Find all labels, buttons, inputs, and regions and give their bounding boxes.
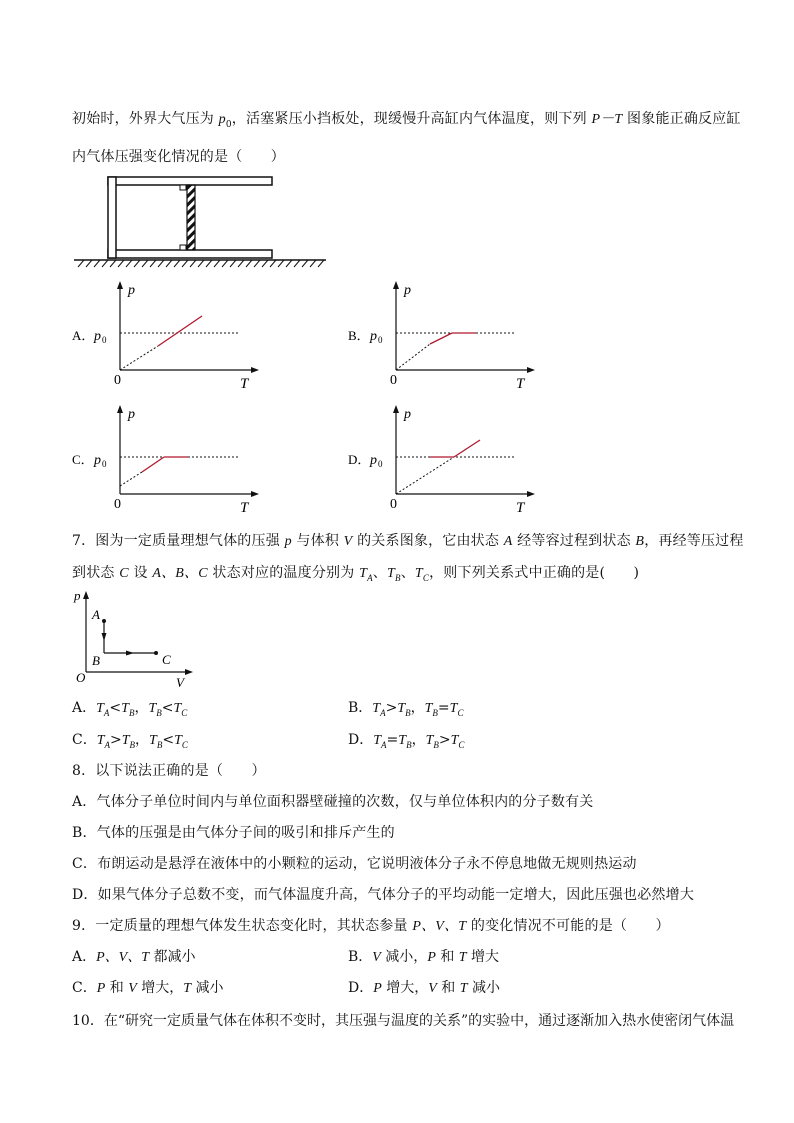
q10-line1: 10．在“研究一定质量气体在体积不变时，其压强与温度的关系”的实验中，通过逐渐加入热水使密闭气体温	[72, 1013, 735, 1029]
graph-b-t-axis: T	[516, 376, 525, 390]
graph-c	[70, 402, 270, 514]
q9-option-d-v3: T	[459, 981, 468, 996]
pv-origin: O	[76, 670, 86, 685]
pv-graph	[72, 586, 202, 690]
graph-a-curve	[158, 316, 202, 346]
q9-option-a-letter: A．	[72, 949, 97, 965]
q8-stem: 8．以下说法正确的是（ ）	[72, 763, 266, 779]
q7-option-a[interactable]: A．$T_A<T_B$，$T_B<T_C$	[72, 700, 188, 718]
q9-option-a[interactable]	[72, 946, 195, 966]
q6-text-b: ，活塞紧压小挡板处，现缓慢升高缸内气体温度，则下列	[231, 111, 592, 127]
q7-option-a-letter: A．	[72, 700, 97, 716]
graph-a	[70, 278, 270, 390]
graph-d-letter: D．	[348, 452, 371, 467]
q9-option-d-v2: V	[428, 981, 437, 996]
q7-text-b: 与体积	[291, 533, 344, 549]
q6-text-c: 图象能正确反应缸	[622, 111, 741, 127]
graph-a-t-axis: T	[240, 376, 249, 390]
q9-stem-a: 9．一定质量的理想气体发生状态变化时，其状态参量	[72, 918, 413, 934]
q9-option-b-t3: 增大	[466, 949, 500, 965]
q9-option-d-letter: D．	[348, 980, 374, 996]
q7-option-c-rel2: <	[162, 732, 175, 748]
p0-subscript: 0	[225, 119, 232, 130]
q7-p-symbol: p	[284, 534, 292, 549]
graph-b	[346, 278, 546, 390]
q7-text-c: 的关系图象，它由状态	[352, 533, 504, 549]
graph-c-curve-rise	[142, 457, 164, 472]
q7-v-symbol: V	[343, 534, 353, 549]
q7-l2-text-c: 状态对应的温度分别为	[207, 565, 360, 581]
q7-a-symbol: A	[503, 534, 513, 549]
pv-label-a: A	[92, 607, 100, 622]
q7-text-d: 经等容过程到状态	[512, 533, 636, 549]
graph-a-letter: A．	[72, 328, 95, 343]
p0-symbol: p	[218, 112, 226, 127]
q9-option-c-t1: 和	[105, 980, 129, 996]
q6-line1	[72, 108, 741, 130]
graph-c-t-axis: T	[240, 500, 249, 514]
q9-option-b-v2: P	[427, 950, 436, 965]
q9-stem-vars: P、V、T	[412, 919, 467, 934]
graph-d-p0-sub: 0	[378, 459, 383, 469]
q9-option-c-t3: 减小	[191, 980, 224, 996]
graph-c-origin: 0	[114, 497, 121, 512]
graph-a-p0-sub: 0	[102, 335, 107, 345]
graph-b-curve-rise	[430, 333, 452, 344]
graph-a-origin: 0	[114, 373, 121, 388]
graph-c-p-axis: p	[128, 407, 135, 422]
graph-a-p-axis: p	[128, 283, 135, 298]
q9-stem-b: 的变化情况不可能的是（ ）	[466, 918, 670, 934]
q9-option-b-letter: B．	[348, 949, 373, 965]
q7-b-symbol: B	[635, 534, 645, 549]
q9-option-c-v2: V	[128, 981, 137, 996]
graph-b-origin: 0	[390, 373, 397, 388]
graph-d-curve-rise	[454, 440, 480, 457]
graph-b-p0: p	[370, 329, 377, 344]
q7-abc-symbols: A、B、C	[152, 566, 208, 581]
q7-ta: $T_A$	[359, 566, 373, 583]
q9-option-b-t2: 和	[435, 949, 459, 965]
q7-l2-text-a: 到状态	[72, 565, 120, 581]
q9-option-b-v3: T	[458, 950, 467, 965]
q7-line1	[72, 530, 744, 550]
q9-option-c-t2: 增大，	[136, 980, 184, 996]
q7-option-d[interactable]: D．$T_A=T_B$，$T_B>T_C$	[348, 732, 465, 750]
q9-option-a-text: 都减小	[149, 949, 196, 965]
q8-option-c[interactable]: C．布朗运动是悬浮在液体中的小颗粒的运动，它说明液体分子永不停息地做无规则热运动	[72, 856, 637, 872]
q8-option-a[interactable]: A．气体分子单位时间内与单位面积器壁碰撞的次数，仅与单位体积内的分子数有关	[72, 794, 594, 810]
q9-option-c-v1: P	[96, 981, 106, 996]
q9-option-d-t3: 减小	[467, 980, 500, 996]
q9-option-c[interactable]	[72, 977, 223, 997]
graph-c-p0-sub: 0	[102, 459, 107, 469]
q7-option-b-letter: B．	[348, 700, 373, 716]
graph-d-origin: 0	[390, 497, 397, 512]
q7-option-d-rel1: =	[386, 732, 399, 748]
q7-option-c-letter: C．	[72, 732, 97, 748]
graph-d	[346, 402, 546, 514]
graph-d-p-axis: p	[404, 407, 411, 422]
q9-option-d[interactable]	[348, 977, 500, 997]
pt-symbol: P－T	[591, 112, 623, 127]
graph-d-t-axis: T	[516, 500, 525, 514]
q9-option-d-t1: 增大，	[381, 980, 429, 996]
q9-option-c-v3: T	[183, 981, 191, 996]
q7-line2: 到状态 C 设 A、B、C 状态对应的温度分别为 $T_A$、$T_B$、$T_C$，则下列关系式中正确的是( )	[72, 565, 640, 583]
pv-v-axis: V	[176, 675, 184, 690]
q6-text-a: 初始时，外界大气压为	[72, 111, 219, 127]
q9-option-b[interactable]	[348, 946, 499, 966]
q7-l2-text-b: 设	[128, 565, 153, 581]
q7-text-a: 7．图为一定质量理想气体的压强	[72, 533, 285, 549]
q7-l2-text-d: ，则下列关系式中正确的是( )	[429, 565, 640, 581]
q9-option-d-v1: P	[373, 981, 382, 996]
q7-option-d-rel2: >	[438, 732, 451, 748]
q9-stem	[72, 915, 670, 935]
q7-c-symbol: C	[119, 566, 129, 581]
q7-text-e: ，再经等压过程	[644, 533, 744, 549]
q9-option-b-v1: V	[372, 950, 381, 965]
graph-d-p0: p	[370, 453, 377, 468]
q6-line2: 内气体压强变化情况的是（ ）	[72, 149, 285, 165]
q7-option-b-rel2: =	[437, 700, 450, 716]
q7-option-c-rel1: >	[110, 732, 122, 748]
q7-option-b[interactable]: B．$T_A>T_B$，$T_B=T_C$	[348, 700, 464, 718]
graph-b-p-axis: p	[404, 283, 411, 298]
cylinder-figure	[74, 172, 334, 272]
q7-option-a-rel1: <	[109, 700, 122, 716]
pv-label-c: C	[162, 652, 171, 667]
q9-option-a-vars: P、V、T	[96, 950, 150, 965]
pv-label-b: B	[92, 653, 100, 668]
q7-tb: $T_B$	[386, 566, 401, 583]
q8-option-d[interactable]: D．如果气体分子总数不变，而气体温度升高，气体分子的平均动能一定增大，因此压强也必然增大	[72, 887, 695, 903]
piston	[187, 185, 195, 250]
q7-option-d-letter: D．	[348, 732, 374, 748]
q7-option-b-rel1: >	[385, 700, 398, 716]
graph-b-p0-sub: 0	[378, 335, 383, 345]
q7-option-c[interactable]: C．$T_A>T_B$，$T_B<T_C$	[72, 732, 188, 750]
q8-option-b[interactable]: B．气体的压强是由气体分子间的吸引和排斥产生的	[72, 825, 395, 841]
graph-a-p0: p	[94, 329, 101, 344]
q7-option-a-rel2: <	[161, 700, 174, 716]
q9-option-b-t1: 减小，	[380, 949, 428, 965]
graph-b-letter: B．	[348, 328, 370, 343]
pv-p-axis: p	[74, 588, 81, 603]
q9-option-d-t2: 和	[436, 980, 460, 996]
graph-c-p0: p	[94, 453, 101, 468]
q7-tc: $T_C$	[414, 566, 430, 583]
graph-c-letter: C．	[72, 452, 94, 467]
q9-option-c-letter: C．	[72, 980, 97, 996]
